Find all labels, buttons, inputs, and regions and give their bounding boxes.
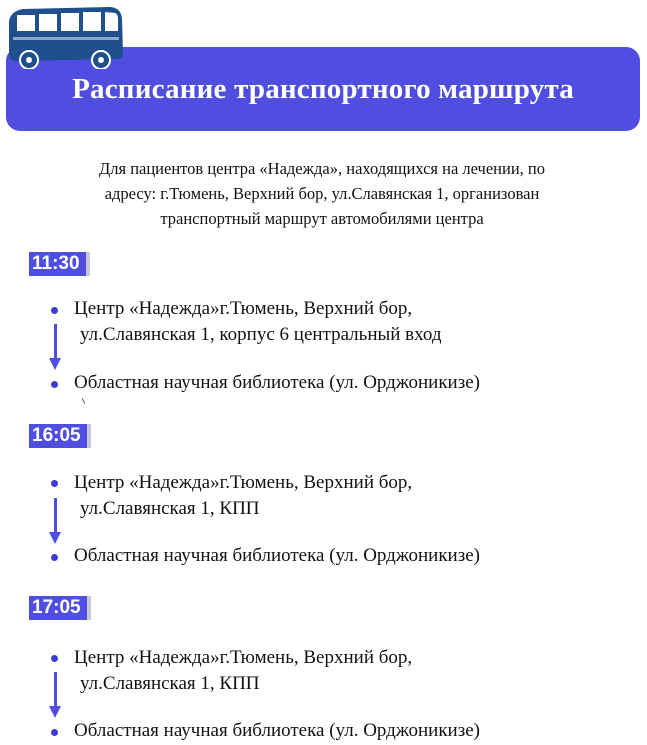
bus-icon <box>5 5 125 69</box>
route-origin <box>74 470 412 522</box>
page-title: Расписание транспортного маршрута <box>72 73 574 105</box>
origin-line: Центр «Надежда»г.Тюмень, Верхний бор, <box>74 472 413 493</box>
origin-line: ул.Славянская 1, КПП <box>80 498 260 519</box>
departure-time-badge: 16:05 <box>29 424 87 448</box>
divider-mark <box>82 398 85 404</box>
origin-line: Центр «Надежда»г.Тюмень, Верхний бор, <box>74 298 413 319</box>
intro-line: транспортный маршрут автомобилями центра <box>160 209 484 228</box>
departure-time-badge: 17:05 <box>29 596 87 620</box>
destination-line: Областная научная библиотека (ул. Орджоникизе) <box>74 720 480 741</box>
intro-text <box>40 156 604 231</box>
route-destination <box>74 543 480 569</box>
arrow-down-icon <box>52 324 58 370</box>
destination-line: Областная научная библиотека (ул. Орджоникизе) <box>74 545 480 566</box>
departure-time-badge: 11:30 <box>29 252 86 276</box>
bullet-icon <box>51 729 58 736</box>
route-origin <box>74 645 412 697</box>
origin-line: ул.Славянская 1, КПП <box>80 673 260 694</box>
destination-line: Областная научная библиотека (ул. Орджоникизе) <box>74 372 480 393</box>
bullet-icon <box>51 655 58 662</box>
intro-line: адресу: г.Тюмень, Верхний бор, ул.Славянская 1, организован <box>104 184 540 203</box>
route-destination <box>74 718 480 744</box>
arrow-down-icon <box>52 672 58 718</box>
bullet-icon <box>51 554 58 561</box>
bullet-icon <box>51 381 58 388</box>
bullet-icon <box>51 307 58 314</box>
arrow-down-icon <box>52 498 58 544</box>
route-origin <box>74 296 442 348</box>
bullet-icon <box>51 480 58 487</box>
origin-line: ул.Славянская 1, корпус 6 центральный вход <box>80 324 442 345</box>
intro-line: Для пациентов центра «Надежда», находящихся на лечении, по <box>99 159 545 178</box>
origin-line: Центр «Надежда»г.Тюмень, Верхний бор, <box>74 647 413 668</box>
route-destination <box>74 370 480 396</box>
